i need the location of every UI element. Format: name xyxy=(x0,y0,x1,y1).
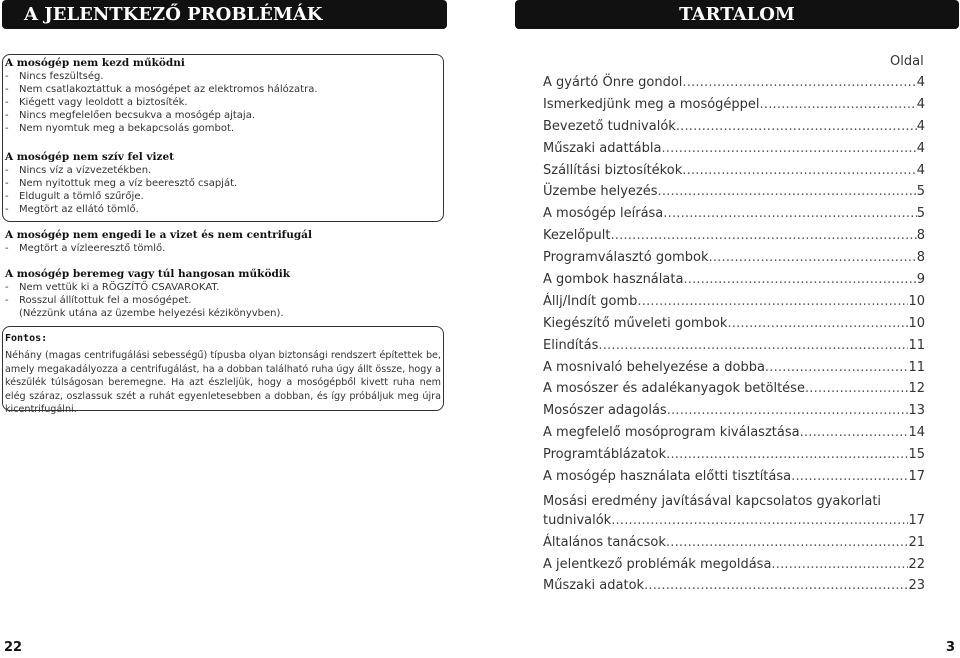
problem-item: - Nincs víz a vízvezetékben. xyxy=(5,165,152,176)
toc-page-column-header: Oldal xyxy=(890,54,924,69)
toc-entry[interactable]: Kiegészítő műveleti gombok ..... 10 xyxy=(543,316,925,338)
toc-entry[interactable]: Elindítás ..... 11 xyxy=(543,338,925,360)
toc-entry-multiline-first[interactable]: Mosási eredmény javításával kapcsolatos gyakorlati xyxy=(543,493,882,509)
left-page-header: A JELENTKEZŐ PROBLÉMÁK MEGOLDÁSA xyxy=(2,0,447,29)
toc-entry-multiline-second[interactable]: tudnivalók ..... 17 xyxy=(543,513,925,535)
toc-entry[interactable]: Ismerkedjünk meg a mosógéppel ..... 4 xyxy=(543,97,925,119)
problem-item-note: (Nézzünk utána az üzembe helyezési kézikönyvben). xyxy=(19,308,284,319)
problem-item: - Nem nyomtuk meg a bekapcsolás gombot. xyxy=(5,123,235,134)
problem-section-vibration xyxy=(5,268,435,320)
note-body: Néhány (magas centrifugálási sebességű) típusba olyan biztonsági rendszert építettek be, amely megakadályozza a centrifugálást, ha a dobban található ruha úgy állt össze, hogy a készülék túlságosan beremegne. Ha azt észleljük, hogy a mosógépből kivett ruha nem elég száraz, oszlassuk szét a ruhát egyenletesebben a dobban, és így próbáljuk meg újra kicentrifugálni. xyxy=(5,350,441,416)
toc-entry[interactable]: A mosnivaló behelyezése a dobba ..... 11 xyxy=(543,360,925,382)
toc-entry[interactable]: Kezelőpult ..... 8 xyxy=(543,228,925,250)
problem-item: - Rosszul állítottuk fel a mosógépet. xyxy=(5,295,192,306)
toc-entry[interactable]: A jelentkező problémák megoldása ..... 22 xyxy=(543,557,925,579)
toc-entry[interactable]: A megfelelő mosóprogram kiválasztása ..... 14 xyxy=(543,425,925,447)
right-page-header: TARTALOM xyxy=(515,0,959,29)
toc-entry[interactable]: Szállítási biztosítékok ..... 4 xyxy=(543,163,925,185)
note-title: Fontos: xyxy=(5,333,48,344)
toc-entry[interactable]: Bevezető tudnivalók ..... 4 xyxy=(543,119,925,141)
toc-entry[interactable]: Üzembe helyezés ..... 5 xyxy=(543,184,925,206)
page-number-left: 22 xyxy=(4,640,23,655)
problem-title: A mosógép nem szív fel vizet xyxy=(5,151,174,163)
page-number-right: 3 xyxy=(946,640,956,655)
problem-item: - Eldugult a tömlő szűrője. xyxy=(5,191,144,202)
problem-title: A mosógép beremeg vagy túl hangosan működik xyxy=(5,268,291,280)
toc-list xyxy=(543,75,925,600)
toc-entry[interactable]: A gyártó Önre gondol ..... 4 xyxy=(543,75,925,97)
problem-item: - Nem vettük ki a RÖGZÍTŐ CSAVAROKAT. xyxy=(5,282,220,293)
toc-entry[interactable]: Általános tanácsok ..... 21 xyxy=(543,535,925,557)
problem-section-no-drain xyxy=(5,229,435,255)
problem-item: - Nem csatlakoztattuk a mosógépet az elektromos hálózatra. xyxy=(5,84,318,95)
problem-title: A mosógép nem engedi le a vizet és nem centrifugál xyxy=(5,229,312,241)
toc-entry[interactable]: Mosószer adagolás ..... 13 xyxy=(543,403,925,425)
toc-entry[interactable]: Programtáblázatok ..... 15 xyxy=(543,447,925,469)
toc-entry[interactable]: Programválasztó gombok ..... 8 xyxy=(543,250,925,272)
problem-section-not-start xyxy=(5,57,435,135)
problem-title: A mosógép nem kezd működni xyxy=(5,57,185,69)
toc-entry[interactable]: A gombok használata ..... 9 xyxy=(543,272,925,294)
problem-item: - Kiégett vagy leoldott a biztosíték. xyxy=(5,97,188,108)
problem-item: - Nem nyitottuk meg a víz beeresztő csapját. xyxy=(5,178,238,189)
problem-item: - Nincs feszültség. xyxy=(5,71,104,82)
toc-entry[interactable]: Állj/Indít gomb ..... 10 xyxy=(543,294,925,316)
toc-entry[interactable]: A mosógép használata előtti tisztítása ..... 17 xyxy=(543,469,925,491)
problem-section-no-water xyxy=(5,151,435,216)
toc-entry[interactable]: A mosószer és adalékanyagok betöltése ..... 12 xyxy=(543,381,925,403)
problem-item: - Megtört az ellátó tömlő. xyxy=(5,204,139,215)
problem-item: - Nincs megfelelően becsukva a mosógép ajtaja. xyxy=(5,110,256,121)
toc-entry[interactable]: A mosógép leírása ..... 5 xyxy=(543,206,925,228)
toc-entry[interactable]: Műszaki adatok ..... 23 xyxy=(543,578,925,600)
toc-entry[interactable]: Műszaki adattábla ..... 4 xyxy=(543,141,925,163)
problem-item: - Megtört a vízleeresztő tömlő. xyxy=(5,243,166,254)
